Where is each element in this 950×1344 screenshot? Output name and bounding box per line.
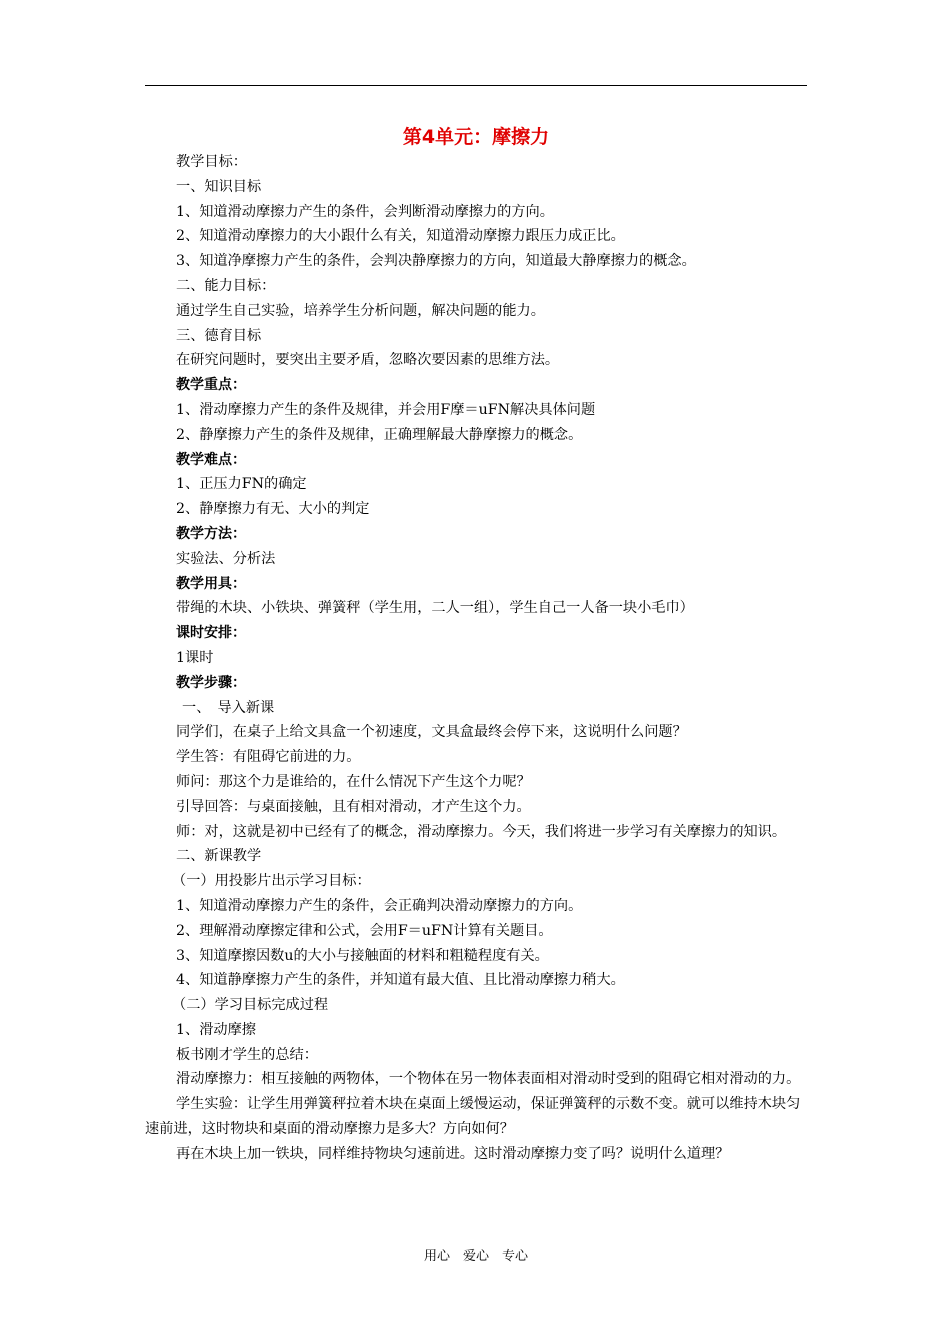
paragraph: （二）学习目标完成过程: [172, 997, 329, 1014]
paragraph: 1、正压力FN的确定: [176, 476, 307, 493]
paragraph: 师：对，这就是初中已经有了的概念，滑动摩擦力。今天，我们将进一步学习有关摩擦力的知识。: [176, 823, 787, 840]
paragraph: 学生实验：让学生用弹簧秤拉着木块在桌面上缓慢运动，保证弹簧秤的示数不变。就可以维持木块匀速前进，这时物块和桌面的滑动摩擦力是多大？方向如何？: [145, 1096, 801, 1138]
paragraph: 三、德育目标: [176, 327, 262, 344]
page-title: 第4单元：摩擦力: [402, 126, 550, 148]
paragraph: 二、能力目标：: [176, 277, 276, 294]
paragraph: 2、静摩擦力产生的条件及规律，正确理解最大静摩擦力的概念。: [176, 426, 583, 443]
paragraph: 教学目标：: [176, 154, 247, 170]
paragraph: 在研究问题时，要突出主要矛盾，忽略次要因素的思维方法。: [176, 352, 560, 369]
paragraph: 再在木块上加一铁块，同样维持物块匀速前进。这时滑动摩擦力变了吗？说明什么道理？: [176, 1145, 730, 1162]
paragraph: 2、理解滑动摩擦定律和公式，会用F＝uFN计算有关题目。: [176, 922, 553, 939]
paragraph: 1、滑动摩擦: [176, 1021, 256, 1038]
paragraph: 实验法、分析法: [176, 550, 276, 567]
paragraph: 二、新课教学: [176, 848, 262, 865]
paragraph: 1、知道滑动摩擦力产生的条件，会判断滑动摩擦力的方向。: [176, 203, 554, 220]
header-rule: [145, 85, 807, 86]
paragraph: 4、知道静摩擦力产生的条件，并知道有最大值、且比滑动摩擦力稍大。: [176, 972, 625, 989]
paragraph: 1课时: [176, 649, 214, 666]
paragraph: 2、知道滑动摩擦力的大小跟什么有关，知道滑动摩擦力跟压力成正比。: [176, 228, 625, 245]
paragraph: 带绳的木块、小铁块、弹簧秤（学生用，二人一组），学生自己一人备一块小毛巾）: [176, 600, 694, 617]
section-heading: 教学方法：: [176, 525, 246, 542]
section-heading: 教学用具：: [176, 575, 246, 592]
document-body: [145, 150, 807, 1167]
paragraph: 一、知识目标: [176, 178, 262, 195]
paragraph: 1、滑动摩擦力产生的条件及规律，并会用F摩＝uFN解决具体问题: [176, 401, 596, 418]
paragraph: 滑动摩擦力：相互接触的两物体，一个物体在另一物体表面相对滑动时受到的阻碍它相对滑动的力。: [176, 1071, 801, 1088]
paragraph: 通过学生自己实验，培养学生分析问题，解决问题的能力。: [176, 302, 545, 319]
paragraph: 1、知道滑动摩擦力产生的条件，会正确判决滑动摩擦力的方向。: [176, 897, 583, 914]
section-heading: 课时安排：: [176, 625, 246, 642]
paragraph: 3、知道摩擦因数u的大小与接触面的材料和粗糙程度有关。: [176, 947, 549, 964]
paragraph: 一、 导入新课: [182, 699, 275, 716]
page-footer: 用心 爱心 专心: [423, 1249, 528, 1264]
paragraph: 板书刚才学生的总结：: [176, 1046, 318, 1063]
section-heading: 教学重点：: [176, 377, 246, 394]
paragraph: 3、知道净摩擦力产生的条件，会判决静摩擦力的方向，知道最大静摩擦力的概念。: [176, 253, 696, 270]
section-heading: 教学步骤：: [176, 674, 246, 691]
paragraph: 同学们，在桌子上给文具盒一个初速度，文具盒最终会停下来，这说明什么问题？: [176, 724, 687, 741]
paragraph: 引导回答：与桌面接触，且有相对滑动，才产生这个力。: [176, 798, 531, 815]
paragraph: 师问：那这个力是谁给的，在什么情况下产生这个力呢？: [176, 773, 531, 790]
section-heading: 教学难点：: [176, 451, 246, 468]
paragraph: 学生答：有阻碍它前进的力。: [176, 749, 361, 766]
paragraph: （一）用投影片出示学习目标：: [172, 873, 371, 890]
paragraph: 2、静摩擦力有无、大小的判定: [176, 501, 370, 518]
